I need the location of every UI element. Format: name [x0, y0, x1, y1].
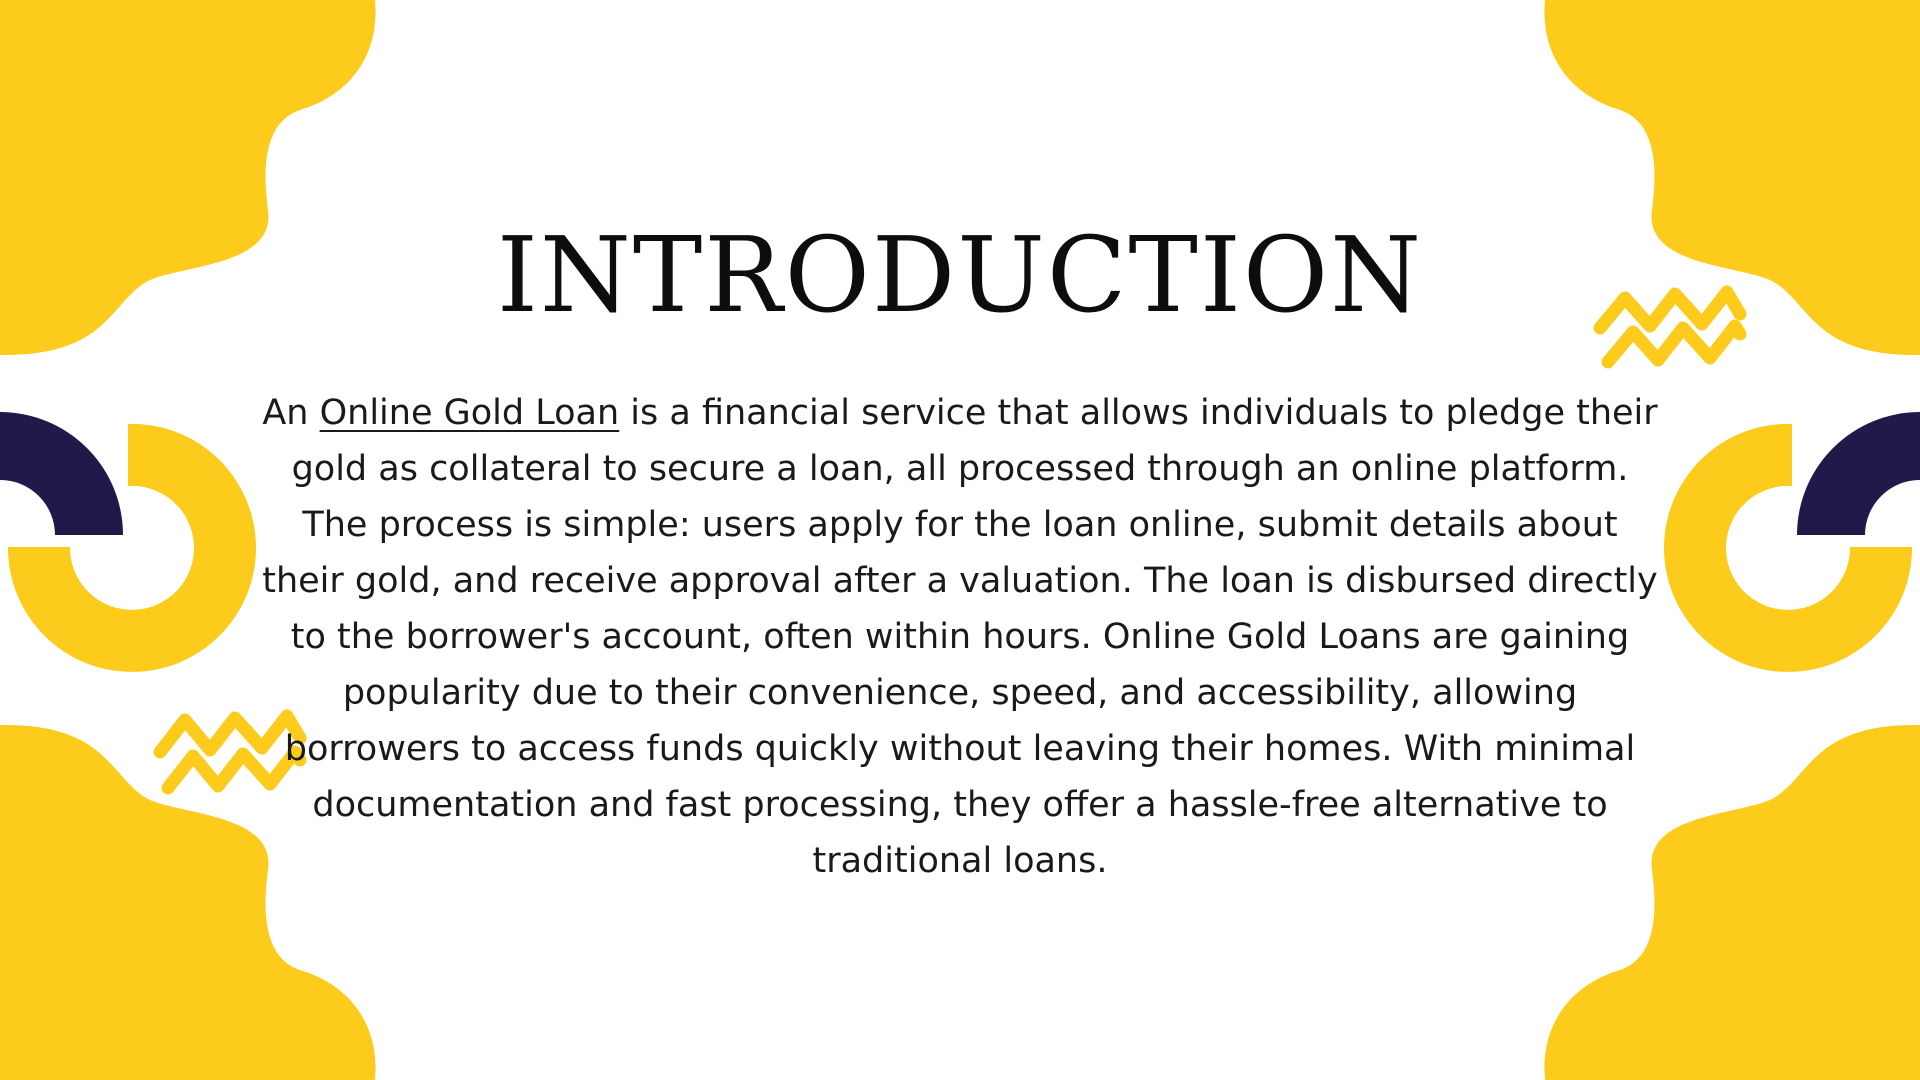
ring-right-navy-arc: [1797, 412, 1920, 535]
ring-left-navy-arc: [0, 412, 123, 535]
paragraph-intro: An: [262, 393, 320, 433]
page-title: INTRODUCTION: [496, 214, 1424, 336]
paragraph-rest: is a financial service that allows individuals to pledge their gold as collateral to secure a loan, all processed through an online platform. The process is simple: users apply for the loan online, submit details about their gold, and receive approval after a valuation. The loan is disbursed directly to the borrower's account, often within hours. Online Gold Loans are gaining popularity due to their convenience, speed, and accessibility, allowing borrowers to access funds quickly without leaving their homes. With minimal documentation and fast processing, they offer a hassle-free alternative to traditional loans.: [262, 393, 1658, 881]
intro-paragraph: [260, 385, 1660, 889]
online-gold-loan-link[interactable]: Online Gold Loan: [319, 393, 620, 433]
